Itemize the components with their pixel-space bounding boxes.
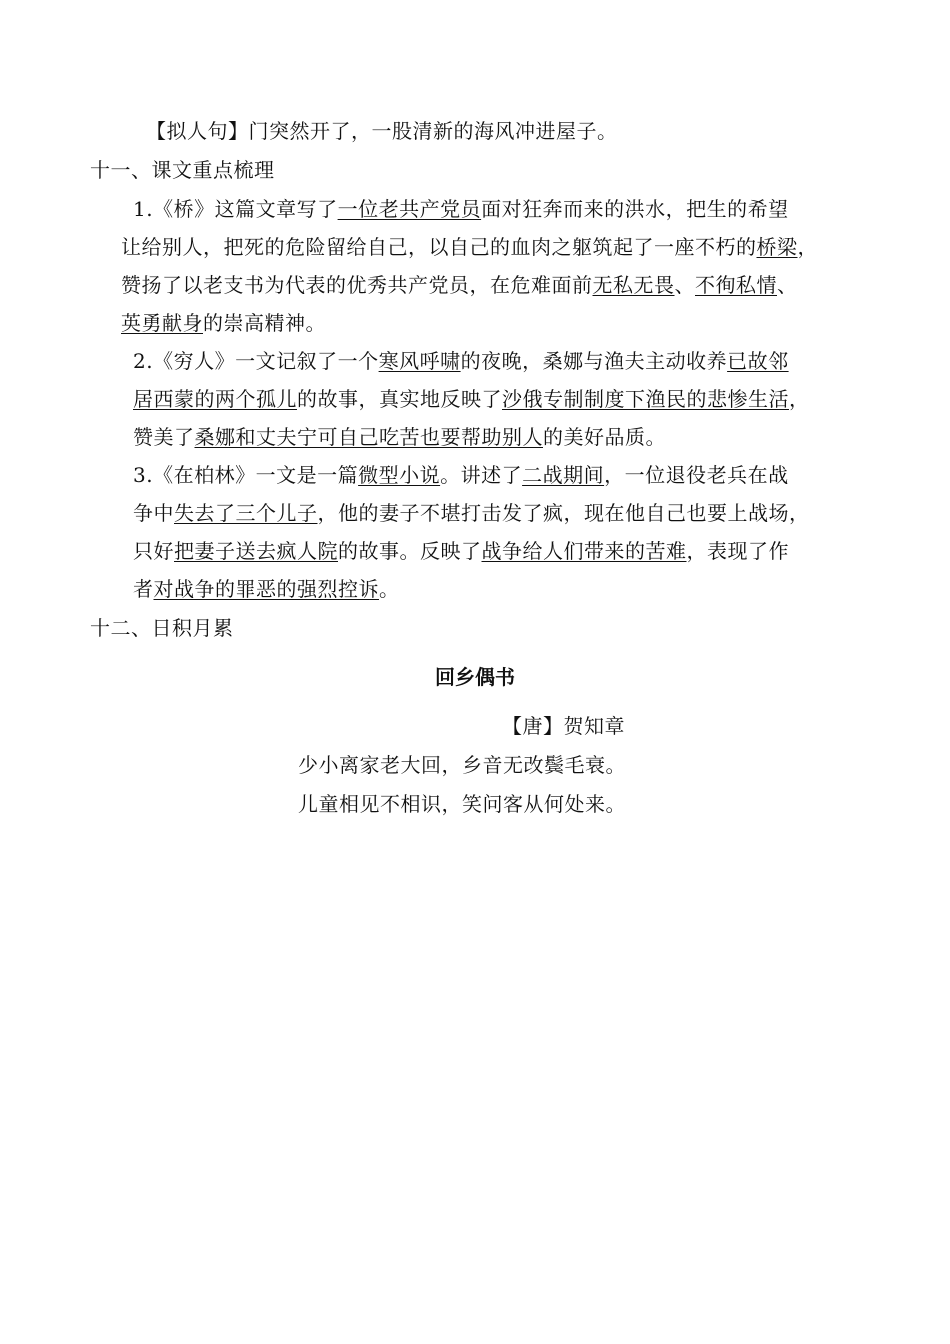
example-sentence: 【拟人句】门突然开了，一股清新的海风冲进屋子。 — [146, 119, 618, 143]
point-3-line-3: 只好把妻子送去疯人院的故事。反映了战争给人们带来的苦难，表现了作 — [133, 539, 789, 563]
point-2-line-2: 居西蒙的两个孤儿的故事，真实地反映了沙俄专制制度下渔民的悲惨生活， — [133, 387, 810, 411]
point-1-line-1: 1.《桥》这篇文章写了一位老共产党员面对狂奔而来的洪水，把生的希望 — [133, 197, 789, 221]
point-2-line-1: 2.《穷人》一文记叙了一个寒风呼啸的夜晚，桑娜与渔夫主动收养已故邻 — [133, 349, 789, 373]
point-1-line-2: 让给别人，把死的危险留给自己，以自己的血肉之躯筑起了一座不朽的桥梁， — [121, 235, 818, 259]
point-3-line-2: 争中失去了三个儿子，他的妻子不堪打击发了疯，现在他自己也要上战场， — [133, 501, 810, 525]
poem-line-2: 儿童相见不相识，笑问客从何处来。 — [298, 792, 626, 816]
section-heading-11: 十一、课文重点梳理 — [90, 158, 275, 182]
point-3-line-1: 3.《在柏林》一文是一篇微型小说。讲述了二战期间，一位退役老兵在战 — [133, 463, 789, 487]
poem-title: 回乡偶书 — [435, 665, 515, 689]
poem-author: 【唐】贺知章 — [502, 714, 625, 738]
section-heading-12: 十二、日积月累 — [90, 616, 234, 640]
point-1-line-4: 英勇献身的崇高精神。 — [121, 311, 326, 335]
poem-line-1: 少小离家老大回，乡音无改鬓毛衰。 — [298, 753, 626, 777]
point-1-line-3: 赞扬了以老支书为代表的优秀共产党员，在危难面前无私无畏、不徇私情、 — [121, 273, 798, 297]
point-3-line-4: 者对战争的罪恶的强烈控诉。 — [133, 577, 400, 601]
point-2-line-3: 赞美了桑娜和丈夫宁可自己吃苦也要帮助别人的美好品质。 — [133, 425, 666, 449]
